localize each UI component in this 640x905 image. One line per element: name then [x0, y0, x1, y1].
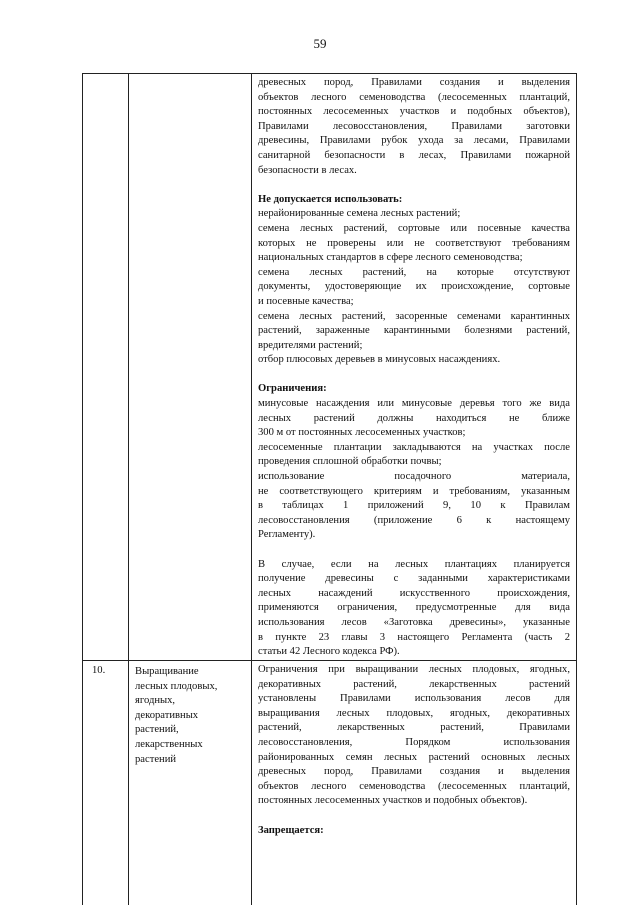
text-line: древесных пород, Правилами создания и выделения [258, 766, 570, 778]
text-line: семена лесных растений, засоренные семенами карантинных [258, 310, 570, 322]
text-line: использование посадочного материала, [258, 471, 570, 483]
text-line: минусовые насаждения или минусовые деревья того же вида [258, 398, 570, 410]
text-line: документы, удостоверяющие их происхождение, сортовые [258, 281, 570, 293]
text-line: Регламенту). [258, 529, 316, 541]
table-top-border [82, 73, 576, 74]
text-line: отбор плюсовых деревьев в минусовых насаждениях. [258, 354, 501, 366]
text-line: растений, зараженные карантинными болезнями растений, [258, 325, 570, 337]
text-line: Ограничения при выращивании лесных плодовых, ягодных, [258, 664, 570, 675]
row-title-line: Выращивание [135, 666, 199, 677]
text-line: в пункте 23 главы 3 настоящего Регламента (часть 2 [258, 631, 570, 643]
text-line: получение древесины с заданными характеристиками [258, 573, 570, 585]
text-line: безопасности в лесах. [258, 164, 357, 176]
text-line: проведения сплошной обработки почвы; [258, 456, 442, 468]
text-line: которых не проверены или не соответствуют требованиям [258, 237, 570, 249]
text-line: лесовосстановления (приложение 6 к настоящему [258, 514, 570, 526]
text-line: растений, лекарственных растений, Правилами [258, 722, 570, 734]
section-heading-not-allowed: Не допускается использовать: [258, 193, 403, 205]
table-left-border [82, 73, 83, 905]
text-line: выращивания лесных плодовых, ягодных, декоративных [258, 707, 570, 719]
text-line: лесовосстановления, Порядком использования [258, 736, 570, 748]
row-title-line: растений [135, 753, 177, 765]
text-line: лесных насаждений искусственного происхождения, [258, 587, 570, 599]
row-title-line: декоративных [135, 709, 199, 721]
section-heading-forbidden: Запрещается: [258, 824, 324, 836]
row-title-line: растений, [135, 724, 179, 736]
text-line: национальных стандартов в сфере лесного семеноводства; [258, 252, 523, 264]
text-line: постоянных лесосеменных участков и подобных объектов), [258, 106, 570, 118]
text-line: семена лесных растений, на которые отсутствуют [258, 266, 570, 278]
text-line: статьи 42 Лесного кодекса РФ). [258, 646, 400, 658]
text-line: В случае, если на лесных плантациях планируется [258, 558, 570, 570]
text-line: постоянных лесосеменных участков и подобных объектов). [258, 795, 528, 807]
row-10-content [258, 663, 570, 838]
text-line: декоративных растений, лекарственных растений [258, 678, 570, 690]
text-line: использования лесов «Заготовка древесины», указанные [258, 616, 570, 628]
text-line: установлены Правилами использования лесов для [258, 693, 570, 705]
table-right-border [576, 73, 577, 905]
text-line: лесосеменные плантации закладываются на участках после [258, 441, 570, 453]
text-line: древесины, Правилами рубок ухода за лесами, Правилами [258, 135, 570, 147]
row-title-line: ягодных, [135, 695, 176, 707]
row-number: 10. [92, 665, 106, 676]
text-line: и посевные качества; [258, 295, 354, 307]
text-line: районированных семян лесных растений основных лесных [258, 751, 570, 763]
row-title [135, 665, 217, 767]
text-line: объектов лесного семеноводства (лесосеменных плантаций, [258, 91, 570, 103]
text-line: Правилами лесовосстановления, Правилами заготовки [258, 120, 570, 132]
row-title-line: лесных плодовых, [135, 680, 218, 692]
text-line: 300 м от постоянных лесосеменных участков; [258, 427, 466, 439]
text-line: нерайонированные семена лесных растений; [258, 208, 461, 220]
row-title-line: лекарственных [135, 738, 203, 750]
text-line: не соответствующего критериям и требованиям, указанным [258, 485, 570, 497]
text-line: применяются ограничения, предусмотренные для вида [258, 602, 570, 614]
row-divider [82, 660, 576, 661]
text-line: семена лесных растений, сортовые или посевные качества [258, 222, 570, 234]
continued-row-content [258, 76, 570, 660]
text-line: древесных пород, Правилами создания и выделения [258, 77, 570, 88]
column-divider-1 [128, 73, 129, 905]
text-line: в таблицах 1 приложений 9, 10 к Правилам [258, 500, 570, 512]
section-heading-restrictions: Ограничения: [258, 383, 327, 395]
text-line: санитарной безопасности в лесах, Правилами пожарной [258, 149, 570, 161]
page-number: 59 [313, 36, 327, 51]
text-line: объектов лесного семеноводства (лесосеменных плантаций, [258, 780, 570, 792]
text-line: вредителями растений; [258, 339, 363, 351]
column-divider-2 [251, 73, 252, 905]
text-line: лесных растений должны находиться не ближе [258, 412, 570, 424]
